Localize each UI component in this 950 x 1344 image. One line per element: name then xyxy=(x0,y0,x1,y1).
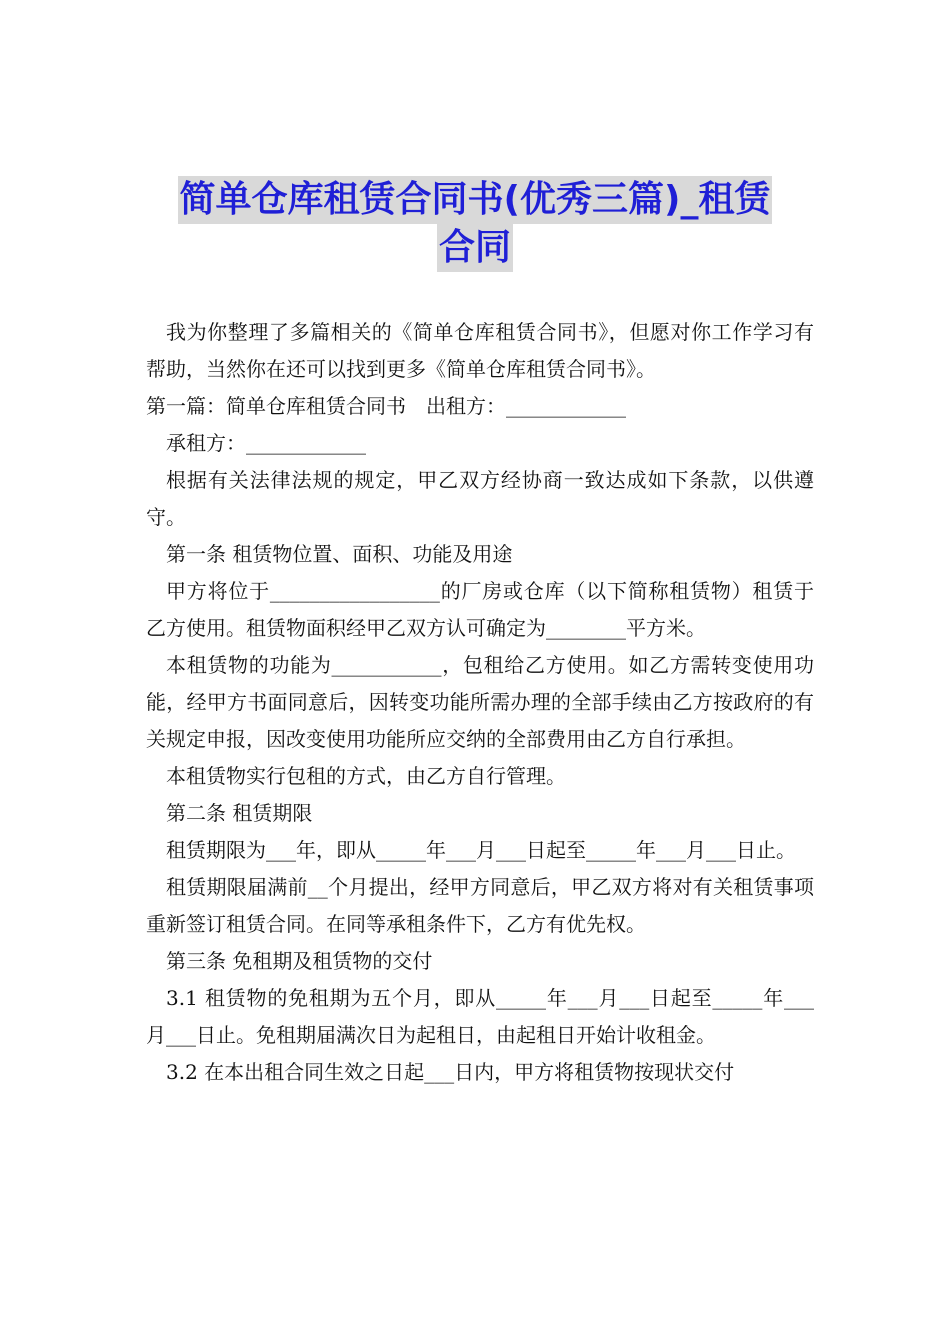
title-line-2: 合同 xyxy=(437,224,513,272)
paragraph: 根据有关法律法规的规定，甲乙双方经协商一致达成如下条款，以供遵守。 xyxy=(146,468,814,529)
document-title xyxy=(120,176,830,272)
paragraph: 租赁期限届满前__个月提出，经甲方同意后，甲乙双方将对有关租赁事项重新签订租赁合同。在同等承租条件下，乙方有优先权。 xyxy=(146,875,814,936)
paragraph: 3.1 租赁物的免租期为五个月，即从_____年___月___日起至_____年___月___日止。免租期届满次日为起租日，由起租日开始计收租金。 xyxy=(146,986,814,1047)
paragraph: 本租赁物的功能为___________，包租给乙方使用。如乙方需转变使用功能，经甲方书面同意后，因转变功能所需办理的全部手续由乙方按政府的有关规定申报，因改变使用功能所应交纳的全部费用由乙方自行承担。 xyxy=(146,653,814,751)
section-heading: 第二条 租赁期限 xyxy=(166,801,313,825)
section-heading: 第三条 免租期及租赁物的交付 xyxy=(166,949,433,973)
paragraph: 租赁期限为___年，即从_____年___月___日起至_____年___月___日止。 xyxy=(166,838,796,862)
paragraph: 3.2 在本出租合同生效之日起___日内，甲方将租赁物按现状交付 xyxy=(166,1060,735,1084)
section-heading: 第一条 租赁物位置、面积、功能及用途 xyxy=(166,542,513,566)
paragraph: 第一篇：简单仓库租赁合同书 出租方：____________ xyxy=(146,394,626,418)
paragraph: 甲方将位于_________________的厂房或仓库（以下简称租赁物）租赁于乙方使用。租赁物面积经甲乙双方认可确定为________平方米。 xyxy=(146,579,814,640)
paragraph: 我为你整理了多篇相关的《简单仓库租赁合同书》，但愿对你工作学习有帮助，当然你在还可以找到更多《简单仓库租赁合同书》。 xyxy=(146,320,814,381)
paragraph: 本租赁物实行包租的方式，由乙方自行管理。 xyxy=(166,764,566,788)
document-body xyxy=(146,314,814,1091)
paragraph: 承租方：____________ xyxy=(166,431,366,455)
title-line-1: 简单仓库租赁合同书(优秀三篇)_租赁 xyxy=(178,176,773,224)
